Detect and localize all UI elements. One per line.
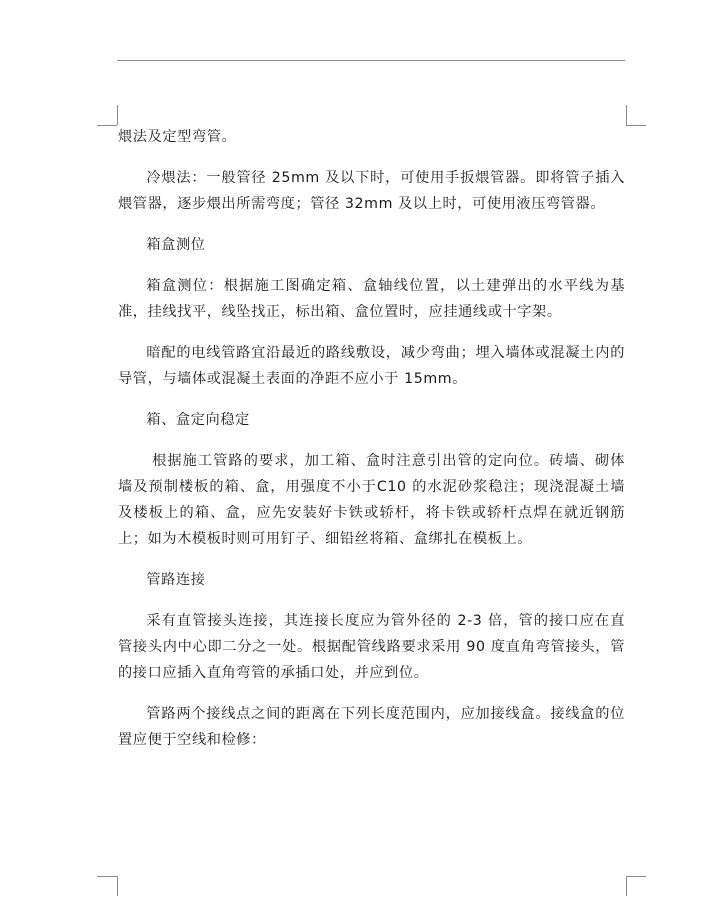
paragraph-box-positioning: 箱盒测位：根据施工图确定箱、盒轴线位置，以土建弹出的水平线为基准，挂线找平，线坠找正，标出箱、盒位置时，应挂通线或十字架。 [118,278,625,320]
paragraph-junction-box: 管路两个接线点之间的距离在下列长度范围内，应加接线盒。接线盒的位置应便于空线和检修： [118,706,625,748]
paragraph-continuation: 煨法及定型弯管。 [118,129,237,145]
section-heading-pipe-connection: 管路连接 [146,572,206,588]
header-rule [117,60,625,61]
crop-mark-top-left [117,105,118,125]
paragraph-cold-bending: 冷煨法：一般管径 25mm 及以下时，可使用手扳煨管器。即将管子插入煨管器，逐步煨出所需弯度；管径 32mm 及以上时，可使用液压弯管器。 [118,170,625,212]
crop-mark-top-right [626,125,646,126]
section-heading-box-fixing: 箱、盒定向稳定 [146,412,250,428]
paragraph-concealed-conduit: 暗配的电线管路宜沿最近的路线敷设，减少弯曲；埋入墙体或混凝土内的导管，与墙体或混凝土表面的净距不应小于 15mm。 [118,345,625,387]
crop-mark-bottom-left [117,876,118,896]
paragraph-pipe-connection: 采有直管接头连接，其连接长度应为管外径的 2-3 倍，管的接口应在直管接头内中心即二分之一处。根据配管线路要求采用 90 度直角弯管接头，管的接口应插入直角弯管的承插口处，并应到位。 [118,613,625,681]
crop-mark-bottom-left [97,876,117,877]
crop-mark-bottom-right [626,876,646,877]
section-heading-box-positioning: 箱盒测位 [146,237,206,253]
paragraph-box-fixing: 根据施工管路的要求，加工箱、盒时注意引出管的定向位。砖墙、砌体墙及预制楼板的箱、盒，用强度不小于C10 的水泥砂浆稳注；现浇混凝土墙及楼板上的箱、盒，应先安装好卡铁或轿杆，将卡铁或轿杆点焊在就近钢筋上；如为木模板时则可用钉子、细铅丝将箱、盒绑扎在模板上。 [118,453,625,547]
crop-mark-top-right [626,105,627,125]
document-body [118,124,625,768]
crop-mark-bottom-right [626,876,627,896]
crop-mark-top-left [97,125,117,126]
